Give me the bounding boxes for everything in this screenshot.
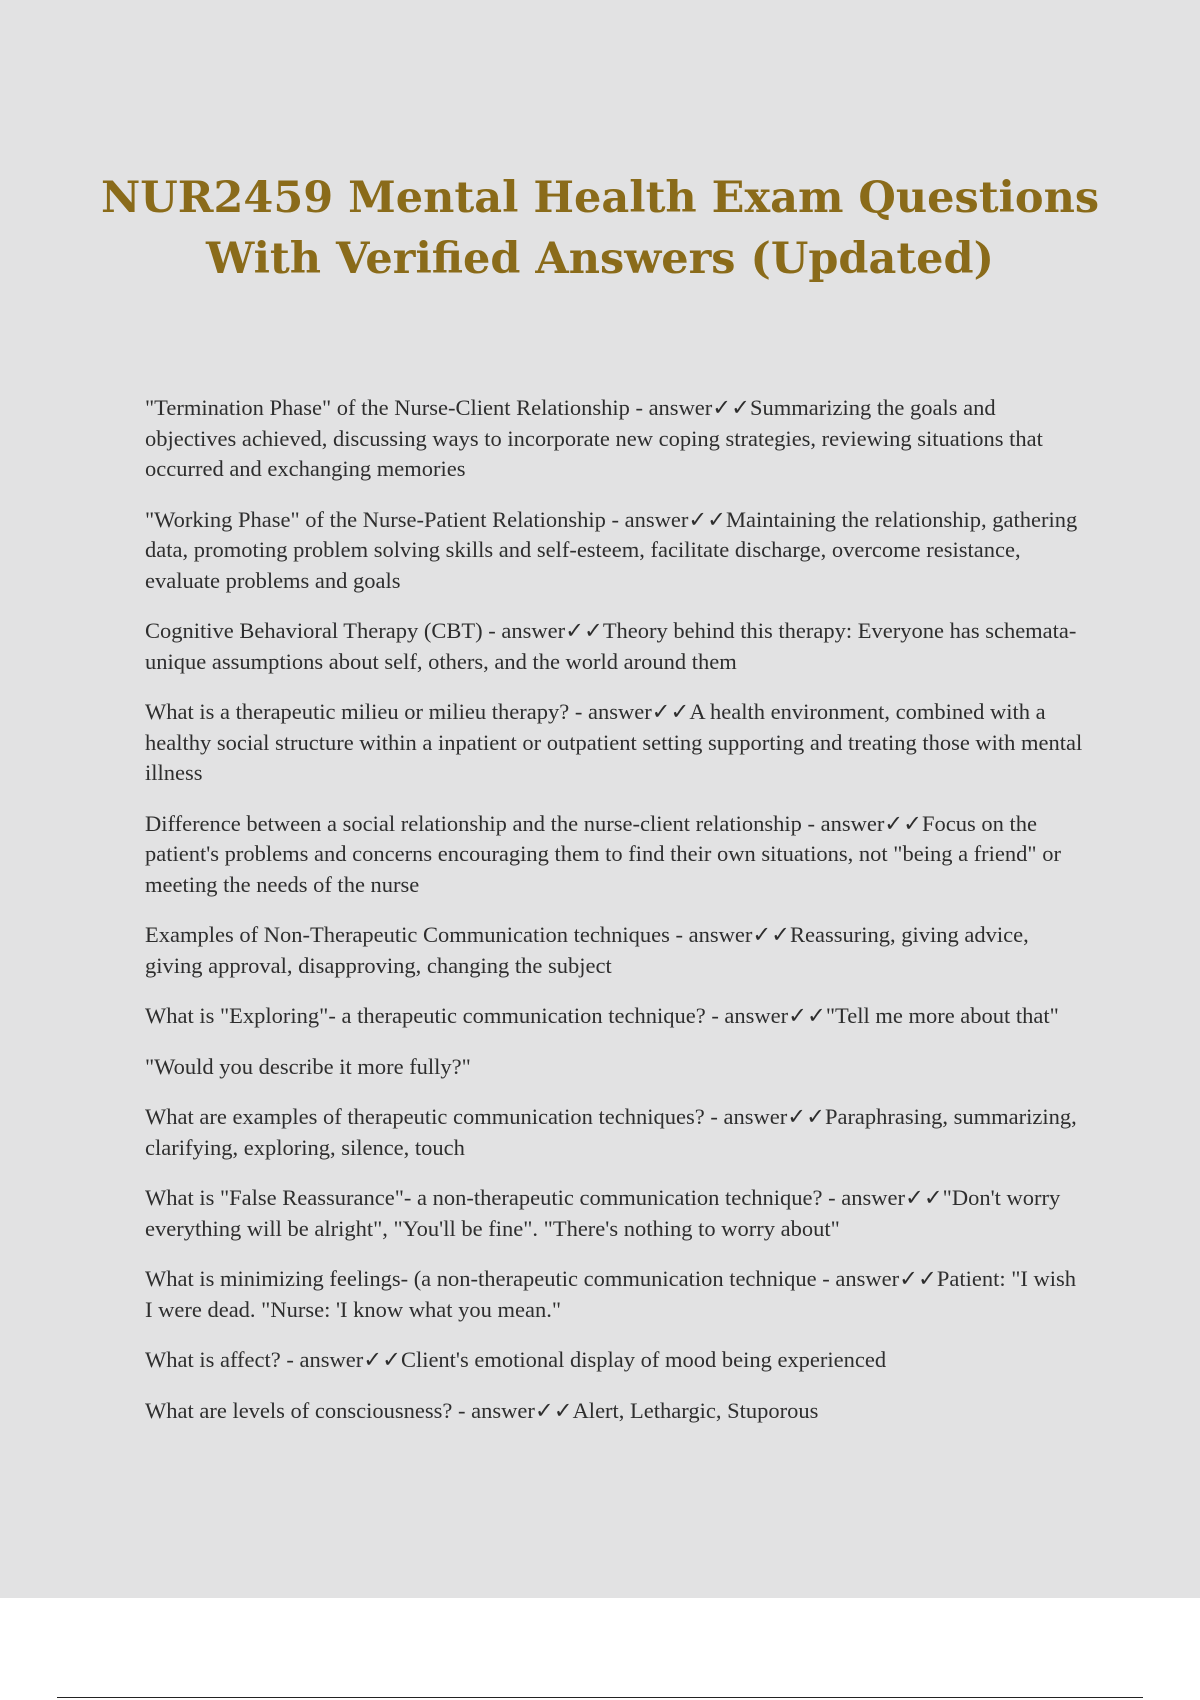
answer-text: Alert, Lethargic, Stuporous: [572, 1397, 819, 1423]
qa-paragraph: [145, 505, 1085, 597]
question-text: What is "False Reassurance"- a non-therapeutic communication technique?: [145, 1185, 823, 1210]
qa-continuation: "Would you describe it more fully?": [145, 1053, 471, 1079]
answer-text: Summarizing the goals and objectives achieved, discussing ways to incorporate new coping strategies, reviewing situations that occurred and exchanging memories: [145, 395, 1043, 481]
qa-item: [145, 616, 1085, 677]
answer-marker: - answer✓✓: [452, 1397, 573, 1423]
page-footer: [0, 1598, 1200, 1700]
qa-item: [145, 1264, 1085, 1325]
question-text: "Termination Phase" of the Nurse-Client Relationship: [145, 395, 630, 420]
qa-item: [145, 697, 1085, 789]
footer-divider: [57, 1697, 1143, 1698]
qa-item: [145, 393, 1085, 485]
question-text: What are levels of consciousness?: [145, 1397, 453, 1423]
answer-text: Focus on the patient's problems and concerns encouraging them to find their own situations, not "being a friend" or meeting the needs of the nurse: [145, 810, 1061, 897]
qa-paragraph: [145, 393, 1085, 485]
title-line-1: NUR2459 Mental Health Exam Questions: [100, 173, 1100, 223]
answer-marker: - answer✓✓: [629, 395, 750, 420]
question-text: What is minimizing feelings- (a non-therapeutic communication technique: [145, 1266, 817, 1291]
question-text: Difference between a social relationship and the nurse-client relationship: [145, 810, 802, 836]
question-text: What is "Exploring"- a therapeutic communication technique?: [145, 1003, 706, 1028]
qa-paragraph: [145, 697, 1085, 789]
answer-marker: - answer✓✓: [605, 506, 727, 532]
answer-marker: - answer✓✓: [816, 1266, 937, 1291]
answer-marker: - answer✓✓: [704, 1104, 825, 1129]
answer-text: "Don't worry everything will be alright", "You'll be fine". "There's nothing to worry about": [145, 1185, 1061, 1241]
question-text: What is a therapeutic milieu or milieu therapy?: [145, 699, 570, 724]
qa-item: [145, 505, 1085, 597]
answer-text: Theory behind this therapy: Everyone has schemata-unique assumptions about self, others, and the world around them: [145, 618, 1077, 674]
qa-paragraph: [145, 1183, 1085, 1244]
answer-marker: - answer✓✓: [801, 810, 923, 836]
answer-text: Reassuring, giving advice, giving approval, disapproving, changing the subject: [145, 922, 1029, 978]
answer-marker: - answer✓✓: [482, 618, 603, 643]
question-text: Cognitive Behavioral Therapy (CBT): [145, 618, 483, 643]
qa-item: [145, 1052, 1085, 1083]
question-text: What are examples of therapeutic communication techniques?: [145, 1104, 705, 1129]
qa-item: [145, 809, 1085, 901]
qa-item: [145, 1396, 1085, 1427]
answer-marker: - answer✓✓: [669, 922, 791, 947]
answer-text: "Tell me more about that": [825, 1003, 1059, 1028]
qa-paragraph: [145, 1001, 1085, 1032]
qa-item: [145, 1183, 1085, 1244]
question-text: "Working Phase" of the Nurse-Patient Relationship: [145, 506, 606, 532]
document-title: [100, 168, 1100, 290]
qa-item: [145, 1001, 1085, 1032]
answer-marker: - answer✓✓: [569, 699, 690, 724]
qa-paragraph: [145, 1396, 1085, 1427]
qa-item: [145, 920, 1085, 981]
question-text: Examples of Non-Therapeutic Communication techniques: [145, 922, 670, 947]
qa-paragraph: [145, 920, 1085, 981]
qa-paragraph: [145, 616, 1085, 677]
answer-text: Client's emotional display of mood being experienced: [400, 1347, 887, 1372]
answer-text: Maintaining the relationship, gathering data, promoting problem solving skills and self-esteem, facilitate discharge, overcome resistance, evaluate problems and goals: [145, 506, 1078, 593]
qa-item: [145, 1345, 1085, 1376]
qa-list: [145, 393, 1085, 1446]
answer-marker: - answer✓✓: [280, 1347, 401, 1372]
answer-marker: - answer✓✓: [705, 1003, 826, 1028]
question-text: What is affect?: [145, 1347, 281, 1372]
answer-text: Paraphrasing, summarizing, clarifying, exploring, silence, touch: [145, 1104, 1077, 1160]
qa-paragraph: [145, 1102, 1085, 1163]
qa-paragraph: [145, 1264, 1085, 1325]
answer-text: Patient: "I wish I were dead. "Nurse: 'I know what you mean.": [145, 1266, 1077, 1322]
qa-item: [145, 1102, 1085, 1163]
answer-text: A health environment, combined with a healthy social structure within a inpatient or outpatient setting supporting and treating those with mental illness: [145, 699, 1083, 785]
answer-marker: - answer✓✓: [822, 1185, 943, 1210]
qa-paragraph: [145, 809, 1085, 901]
title-line-2: With Verified Answers (Updated): [206, 234, 994, 284]
qa-paragraph: [145, 1345, 1085, 1376]
